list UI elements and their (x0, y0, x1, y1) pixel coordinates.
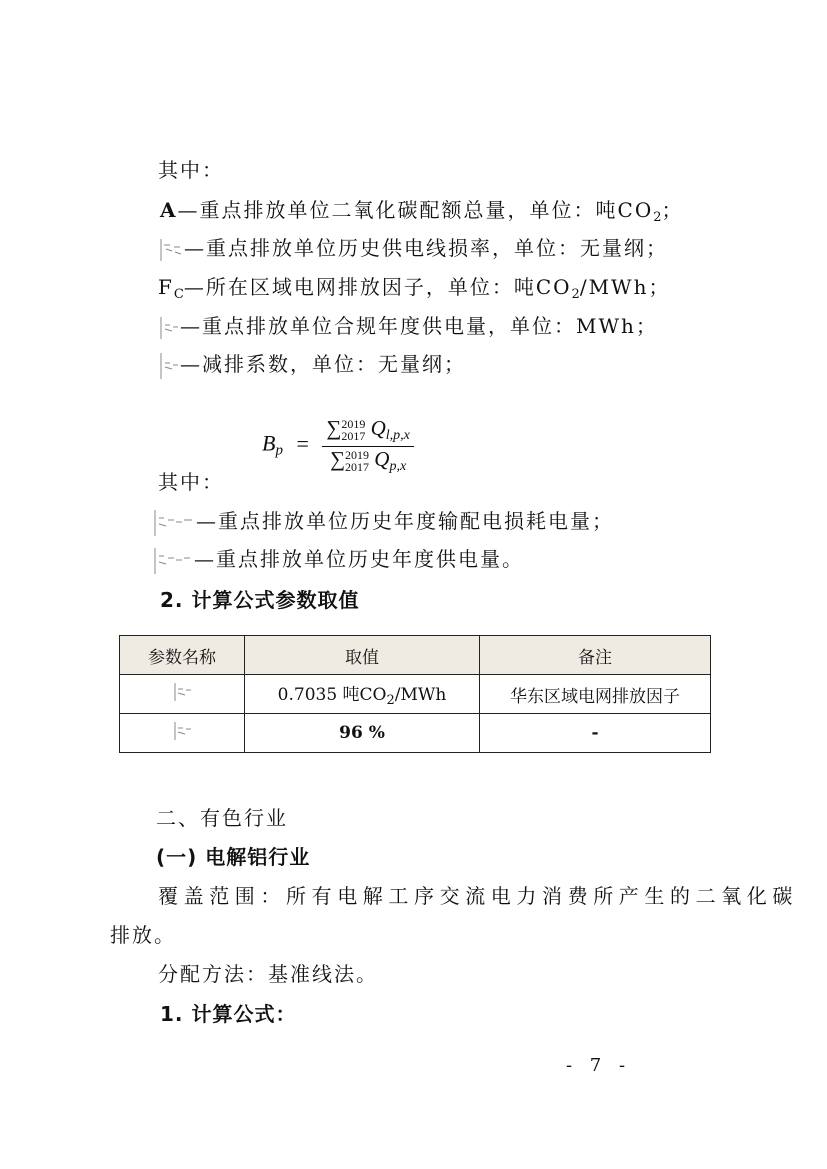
definition-Qp (150, 545, 524, 576)
denominator-subscript: p,x (389, 459, 407, 474)
table-header-cell: 取值 (245, 636, 480, 675)
reduction-symbol-icon (158, 351, 180, 381)
supply-symbol-icon (158, 315, 180, 341)
formula-denominator (322, 447, 414, 475)
symbol-F-subscript: C (173, 287, 184, 302)
definition-FC-tail: /MWh； (579, 275, 671, 299)
coverage-line-1: 覆盖范围：所有电解工序交流电力消费所产生的二氧化碳 (158, 884, 798, 908)
emission-factor-symbol-icon (170, 681, 194, 703)
paragraph-label-qizhong: 其中： (158, 158, 224, 182)
chapter-heading: 二、有色行业 (156, 806, 288, 830)
loss-rate-symbol-icon (170, 720, 194, 742)
table-header-cell: 备注 (480, 636, 711, 675)
definition-reduction-text: —减排系数，单位：无量纲； (180, 352, 466, 376)
sum-top: 2019 (345, 448, 370, 463)
historical-supply-symbol-icon (150, 546, 194, 576)
sum-limits-denominator (345, 449, 369, 473)
table-header-cell: 参数名称 (120, 636, 245, 675)
table-cell-symbol (120, 714, 245, 753)
formula-equals: = (296, 430, 309, 456)
numerator-var: Q (370, 416, 386, 440)
subchapter-heading: (一) 电解铝行业 (156, 845, 311, 869)
sum-symbol: ∑ (326, 416, 342, 440)
definition-FC (158, 273, 670, 309)
definition-A-text: —重点排放单位二氧化碳配额总量，单位：吨CO (177, 198, 654, 222)
sum-limits-numerator (341, 418, 365, 442)
coverage-line-2: 排放。 (110, 923, 176, 947)
table-row (120, 714, 711, 753)
numerator-subscript: l,p,x (385, 428, 410, 443)
table-cell-note: - (480, 714, 711, 753)
loss-rate-symbol-icon (158, 237, 184, 263)
sum-bottom: 2017 (341, 429, 366, 444)
table-cell-value (245, 675, 480, 714)
table-header-row (120, 636, 711, 675)
formula-numerator (322, 416, 414, 447)
definition-Ql-text: —重点排放单位历史年度输配电损耗电量； (196, 509, 614, 533)
table-cell-symbol (120, 675, 245, 714)
definition-supply (158, 312, 658, 341)
formula-lhs-subscript: p (275, 442, 283, 459)
formula-lhs: B (262, 430, 276, 456)
heading-formula: 1. 计算公式： (160, 1002, 297, 1026)
co2-subscript: 2 (653, 210, 662, 225)
definition-Ql (150, 507, 614, 538)
parameter-table (119, 635, 711, 753)
method-line: 分配方法：基准线法。 (158, 962, 378, 986)
formula-Bp (262, 416, 414, 475)
value-tail: /MWh (394, 685, 447, 705)
definition-reduction (158, 350, 466, 381)
value-text: 0.7035 吨CO (277, 685, 387, 705)
definition-A (160, 196, 684, 232)
page-number: - 7 - (566, 1055, 632, 1076)
sum-symbol: ∑ (330, 447, 346, 471)
co2-subscript: 2 (386, 693, 395, 708)
denominator-var: Q (374, 447, 390, 471)
formula-fraction (322, 416, 414, 475)
table-cell-note: 华东区域电网排放因子 (480, 675, 711, 714)
definition-A-tail: ； (661, 198, 684, 222)
table-cell-value: 96 % (245, 714, 480, 753)
definition-supply-text: —重点排放单位合规年度供电量，单位：MWh； (180, 314, 658, 338)
definition-loss-rate (158, 234, 668, 263)
co2-subscript: 2 (571, 287, 580, 302)
definition-FC-text: —所在区域电网排放因子，单位：吨CO (183, 275, 572, 299)
definition-Qp-text: —重点排放单位历史年度供电量。 (194, 547, 524, 571)
table-row (120, 675, 711, 714)
heading-parameter-values: 2. 计算公式参数取值 (160, 588, 360, 612)
loss-electricity-symbol-icon (150, 508, 196, 538)
paragraph-label-qizhong-2: 其中： (158, 470, 224, 494)
sum-top: 2019 (341, 417, 366, 432)
sum-bottom: 2017 (345, 460, 370, 475)
symbol-A: A (160, 198, 178, 222)
symbol-F: F (158, 275, 174, 299)
definition-loss-rate-text: —重点排放单位历史供电线损率，单位：无量纲； (184, 236, 668, 260)
